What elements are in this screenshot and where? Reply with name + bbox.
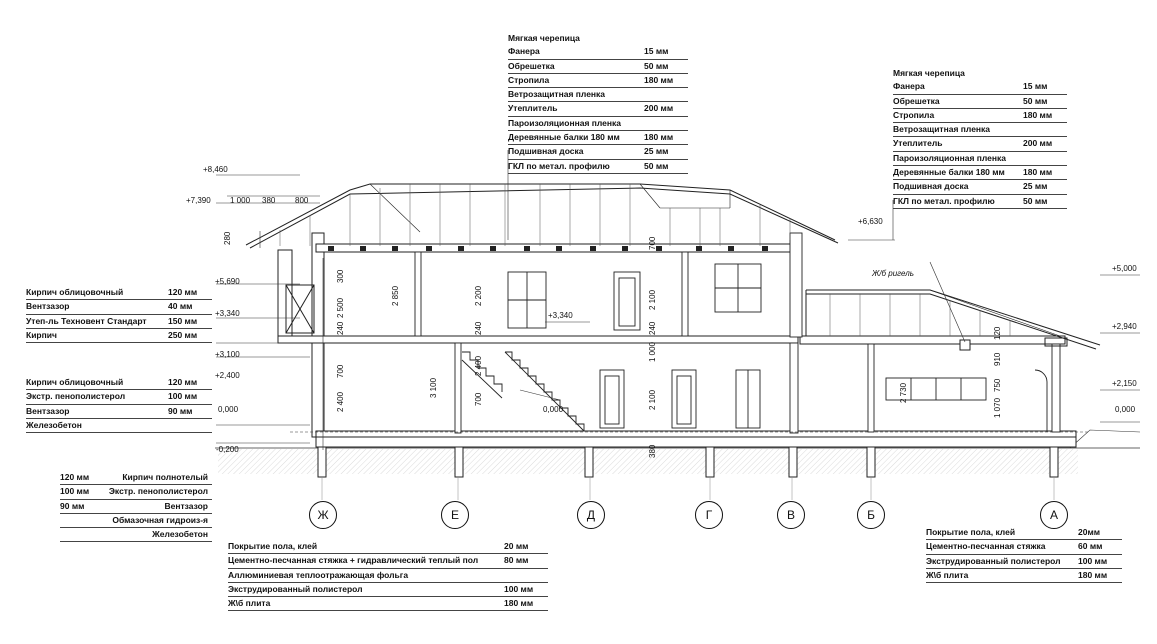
level-3340-left: +3,340 [215, 309, 240, 318]
dim-v-240b: 240 [474, 321, 483, 335]
level-minus0200: -0,200 [216, 445, 239, 454]
level-3100: +3,100 [215, 350, 240, 359]
level-7390: +7,390 [186, 196, 211, 205]
dim-v-2500: 2 500 [336, 297, 345, 318]
dim-v-3100: 3 100 [429, 377, 438, 398]
axis-e: Е [441, 501, 469, 529]
axis-a: А [1040, 501, 1068, 529]
axis-zh: Ж [309, 501, 337, 529]
axis-v: В [777, 501, 805, 529]
dim-v-1070: 1 070 [993, 397, 1002, 418]
axis-g: Г [695, 501, 723, 529]
dim-v-2100a: 2 100 [648, 289, 657, 310]
floor-main-table: Покрытие пола, клей 20 мм Цементно-песчанная стяжка + гидравлический теплый пол 80 мм Аллюминиевая теплоотражающая фольга Экструдированный полистерол 100 мм Ж\б плита 180 мм [228, 540, 548, 611]
dim-v-240c: 240 [648, 321, 657, 335]
dim-v-2200: 2 200 [474, 285, 483, 306]
left-wall [278, 233, 324, 437]
level-2150: +2,150 [1112, 379, 1137, 388]
level-0000-stair: 0,000 [543, 405, 564, 414]
level-8460: +8,460 [203, 165, 228, 174]
dim-v-120: 120 [993, 326, 1002, 340]
dim-v-910: 910 [993, 352, 1002, 366]
dim-v-2730: 2 730 [899, 382, 908, 403]
roof-main-title: Мягкая черепица [508, 33, 580, 43]
level-5000: +5,000 [1112, 264, 1137, 273]
dim-v-2400b: 2 400 [474, 355, 483, 376]
dim-1000: 1 000 [230, 196, 251, 205]
level-5690: +5,690 [215, 277, 240, 286]
right-roof-trusses [830, 294, 1010, 336]
level-2400: +2,400 [215, 371, 240, 380]
level-2940: +2,940 [1112, 322, 1137, 331]
rigel-label: Ж/б ригель [872, 269, 914, 278]
dim-v-700a: 700 [336, 364, 345, 378]
axis-leaders [322, 478, 1054, 500]
dim-v-1000: 1 000 [648, 341, 657, 362]
roof-right-title: Мягкая черепица [893, 68, 965, 78]
axis-b: Б [857, 501, 885, 529]
main-roof [246, 184, 838, 248]
level-0000-right: 0,000 [1115, 405, 1136, 414]
dim-v-240a: 240 [336, 321, 345, 335]
dim-v-380: 380 [648, 444, 657, 458]
dim-v-2400a: 2 400 [336, 391, 345, 412]
dim-380: 380 [262, 196, 276, 205]
foundation-wall-table: 120 мм Кирпич полнотелый 100 мм Экстр. пенополистерол 90 мм Вентзазор Обмазочная гидроиз-я Железобетон [60, 471, 212, 542]
floor-right-table: Покрытие пола, клей 20мм Цементно-песчанная стяжка 60 мм Экструдированный полистерол 100 мм Ж\б плита 180 мм [926, 526, 1122, 583]
dim-v-2100b: 2 100 [648, 389, 657, 410]
wall-upper-table: Кирпич облицовочный 120 мм Вентзазор 40 мм Утеп-ль Техновент Стандарт 150 мм Кирпич 250 мм [26, 286, 212, 343]
axis-d: Д [577, 501, 605, 529]
dim-v-300: 300 [336, 269, 345, 283]
level-3340-mid: +3,340 [548, 311, 573, 320]
dim-v-700b: 700 [474, 392, 483, 406]
dim-v-750: 750 [993, 378, 1002, 392]
wall-lower-table: Кирпич облицовочный 120 мм Экстр. пенополистерол 100 мм Вентзазор 90 мм Железобетон [26, 376, 212, 433]
dim-v-2850: 2 850 [391, 285, 400, 306]
dim-800: 800 [295, 196, 309, 205]
level-6630: +6,630 [858, 217, 883, 226]
dim-v-700c: 700 [648, 236, 657, 250]
dim-280: 280 [223, 231, 232, 245]
level-0000-left: 0,000 [218, 405, 239, 414]
roof-main-table: Мягкая черепица Фанера 15 мм Обрешетка 50 мм Стропила 180 мм Ветрозащитная пленка Утеплитель 200 мм Пароизоляционная пленка Деревянные балки 180 мм 180 мм Подшивная доска 25 мм ГКЛ по метал. профилю 50 мм [508, 32, 688, 174]
roof-right-table: Мягкая черепица Фанера 15 мм Обрешетка 50 мм Стропила 180 мм Ветрозащитная пленка Утеплитель 200 мм Пароизоляционная пленка Деревянные балки 180 мм 180 мм Подшивная доска 25 мм ГКЛ по метал. профилю 50 мм [893, 67, 1067, 209]
